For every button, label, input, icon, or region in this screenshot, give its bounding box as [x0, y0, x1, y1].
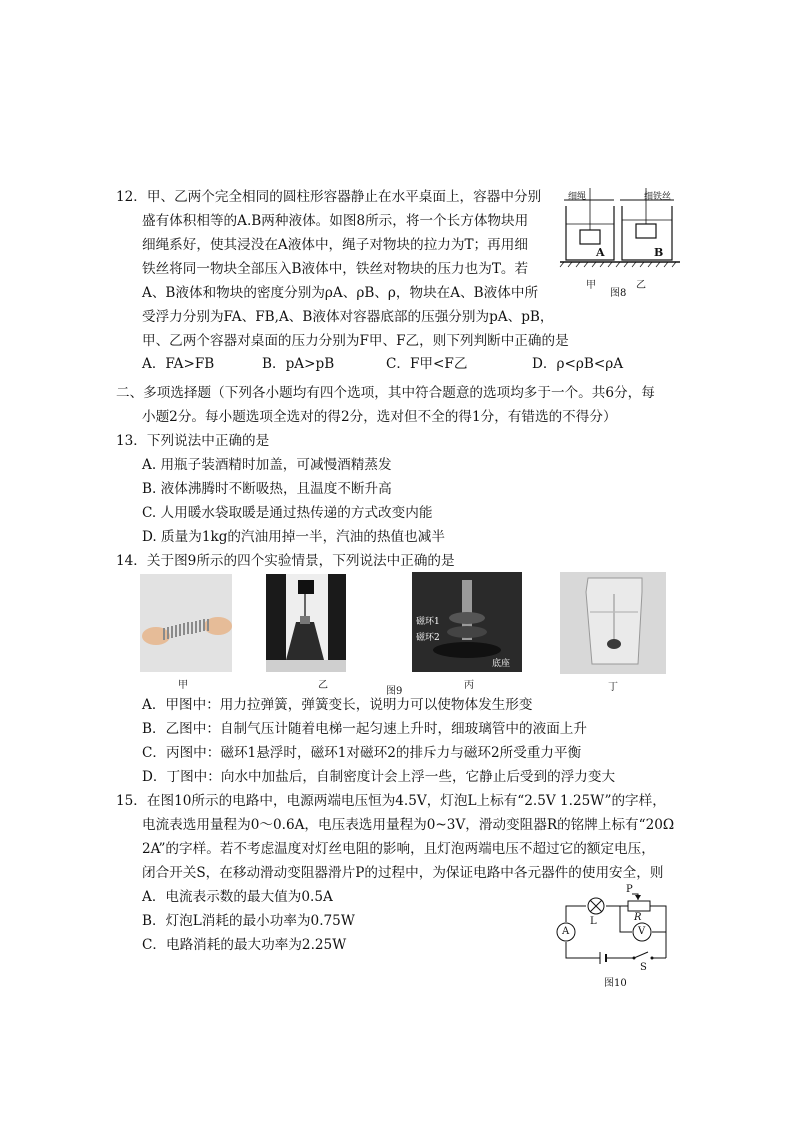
q12-line-6: 受浮力分别为FA、FB,A、B液体对容器底部的压强分别为pA、pB， [142, 309, 554, 325]
q15-option-b: B．灯泡L消耗的最小功率为0.75W [142, 913, 355, 929]
photo-jia [140, 574, 232, 672]
fig10-label-s: S [640, 962, 647, 973]
q12-line-2: 盛有体积相等的A.B两种液体。如图8所示，将一个长方体物块用 [142, 213, 529, 229]
q14-option-c: C．丙图中：磁环1悬浮时，磁环1对磁环2的排斥力与磁环2所受重力平衡 [142, 745, 582, 761]
fig8-label-wire: 细铁丝 [644, 192, 672, 202]
q13-option-b: B. 液体沸腾时不断吸热，且温度不断升高 [142, 481, 392, 497]
section2-line-2: 小题2分。每小题选项全选对的得2分，选对但不全的得1分，有错选的不得分） [142, 409, 617, 425]
photo-ding [560, 572, 666, 674]
figure-10 [552, 884, 672, 988]
q13-option-c: C. 人用暖水袋取暖是通过热传递的方式改变内能 [142, 505, 433, 521]
fig10-label-l: L [590, 916, 597, 927]
fig10-label-a: A [562, 926, 570, 937]
q15-line-3: 2A”的字样。若不考虑温度对灯丝电阻的影响，且灯泡两端电压不超过它的额定电压， [142, 841, 655, 857]
q12-line-3: 细绳系好，使其浸没在A液体中，绳子对物块的拉力为T；再用细 [142, 237, 528, 253]
q14-option-b: B．乙图中：自制气压计随着电梯一起匀速上升时，细玻璃管中的液面上升 [142, 721, 587, 737]
q15-line-1: 15．在图10所示的电路中，电源两端电压恒为4.5V，灯泡L上标有“2.5V 1.25W”的字样， [116, 793, 666, 809]
fig8-label-b: B [654, 246, 664, 259]
fig8-label-a: A [596, 246, 605, 259]
photo-bing [412, 572, 522, 672]
q15-option-c: C．电路消耗的最大功率为2.25W [142, 937, 347, 953]
photo-label-bing: 丙 [464, 680, 474, 691]
fig10-label-p: P [626, 884, 633, 895]
q14-option-a: A．甲图中：用力拉弹簧，弹簧变长，说明力可以使物体发生形变 [142, 697, 533, 713]
q12-line-5: A、B液体和物块的密度分别为ρA、ρB、ρ，物块在A、B液体中所 [142, 285, 539, 301]
fig10-label-r: R [634, 912, 642, 923]
q12-option-c: C．F甲<F乙 [386, 356, 468, 372]
figure-8-drawing [556, 186, 686, 296]
fig8-caption: 图8 [610, 288, 627, 299]
fig8-label-yi: 乙 [636, 280, 646, 291]
q12-option-b: B．pA>pB [262, 356, 335, 372]
photo-label-ding: 丁 [608, 682, 618, 693]
photo-yi [266, 574, 346, 672]
fig9-caption: 图9 [386, 686, 403, 697]
fig8-label-jia: 甲 [586, 280, 596, 291]
fig10-label-v: V [638, 926, 646, 937]
magnet-label-base: 底座 [492, 659, 511, 669]
q12-line-4: 铁丝将同一物块全部压入B液体中，铁丝对物块的压力也为T。若 [142, 261, 529, 277]
q12-option-a: A．FA>FB [142, 356, 215, 372]
photo-label-yi: 乙 [318, 680, 328, 691]
q12-line-7: 甲、乙两个容器对桌面的压力分别为F甲、F乙，则下列判断中正确的是 [142, 333, 569, 349]
figure-8 [556, 186, 686, 299]
q15-line-2: 电流表选用量程为0～0.6A，电压表选用量程为0~3V，滑动变阻器R的铭牌上标有“20Ω [142, 817, 675, 833]
q14-stem: 14．关于图9所示的四个实验情景，下列说法中正确的是 [116, 553, 455, 569]
q13-stem: 13．下列说法中正确的是 [116, 433, 270, 449]
q12-option-d: D．ρ<ρB<ρA [532, 356, 624, 372]
q14-option-d: D．丁图中：向水中加盐后，自制密度计会上浮一些，它静止后受到的浮力变大 [142, 769, 616, 785]
q13-option-d: D. 质量为1kg的汽油用掉一半，汽油的热值也减半 [142, 529, 445, 545]
q13-option-a: A. 用瓶子装酒精时加盖，可减慢酒精蒸发 [142, 457, 392, 473]
q15-option-a: A．电流表示数的最大值为0.5A [142, 889, 333, 905]
photo-label-jia: 甲 [178, 680, 188, 691]
fig8-label-rope: 细绳 [568, 192, 587, 202]
q12-line-1: 12．甲、乙两个完全相同的圆柱形容器静止在水平桌面上，容器中分别 [116, 189, 542, 205]
section2-line-1: 二、多项选择题（下列各小题均有四个选项，其中符合题意的选项均多于一个。共6分，每 [116, 385, 655, 401]
circuit-diagram [552, 884, 672, 988]
q15-line-4: 闭合开关S，在移动滑动变阻器滑片P的过程中，为保证电路中各元器件的使用安全，则 [142, 865, 664, 881]
fig10-caption: 图10 [604, 978, 627, 989]
magnet-label-ring2: 磁环2 [416, 633, 440, 643]
magnet-label-ring1: 磁环1 [416, 617, 440, 627]
